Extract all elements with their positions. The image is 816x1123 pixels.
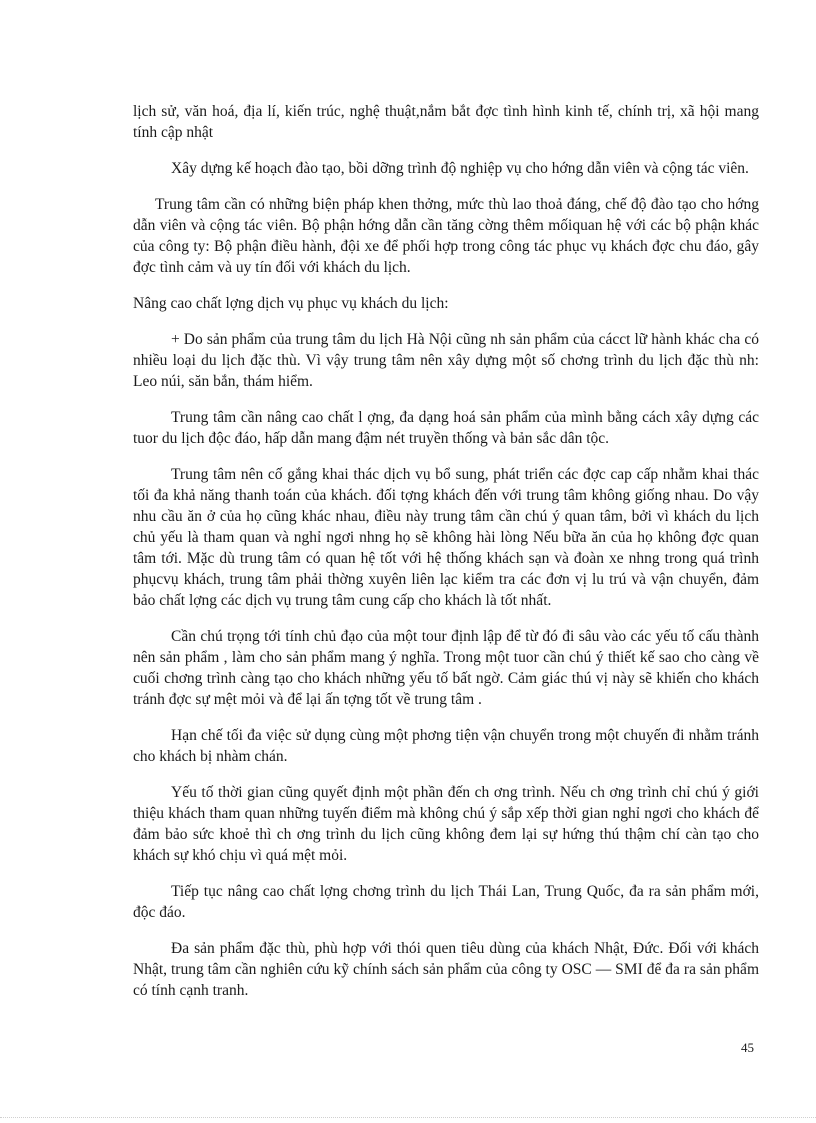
paragraph-9: Hạn chế tối đa việc sử dụng cùng một phơng tiện vận chuyển trong một chuyến đi nhằm tránh cho khách bị nhàm chán. — [133, 727, 759, 765]
section-heading: Nâng cao chất lợng dịch vụ phục vụ khách du lịch: — [133, 295, 449, 312]
paragraph-2: Xây dựng kế hoạch đào tạo, bồi dỡng trình độ nghiệp vụ cho hớng dẫn viên và cộng tác viên. — [171, 160, 749, 177]
paragraph-3: Trung tâm cần có những biện pháp khen thởng, mức thù lao thoả đáng, chế độ đào tạo cho hớng dẫn viên và cộng tác viên. Bộ phận hớng dẫn cần tăng cờng thêm mốiquan hệ với các bộ phận khác của công ty: Bộ phận điều hành, đội xe để phối hợp trong công tác phục vụ khách đợc chu đáo, gây đợc tình cảm và uy tín đối với khách du lịch. — [133, 196, 759, 276]
page-number: 45 — [741, 1040, 754, 1055]
paragraph-5: + Do sản phẩm của trung tâm du lịch Hà Nội cũng nh sản phẩm của cácct lữ hành khác cha có nhiều loại du lịch đặc thù. Vì vậy trung tâm nên xây dựng một số chơng trình du lịch đặc thù nh: Leo núi, săn bắn, thám hiểm. — [133, 331, 759, 390]
paragraph-7: Trung tâm nên cố gắng khai thác dịch vụ bổ sung, phát triển các đợc cap cấp nhằm khai thác tối đa khả năng thanh toán của khách. đối tợng khách đến với trung tâm không giống nhau. Do vậy nhu cầu ăn ở của họ cũng khác nhau, điều này trung tâm cần chú ý quan tâm, bởi vì khách du lịch chủ yếu là tham quan và nghỉ ngơi nhng họ sẽ không hài lòng Nếu bữa ăn của họ không đợc quan tâm tới. Mặc dù trung tâm có quan hệ tốt với hệ thống khách sạn và đoàn xe nhng trong quá trình phụcvụ khách, trung tâm phải thờng xuyên liên lạc kiểm tra các đơn vị lu trú và vận chuyển, đảm bảo chất lợng các dịch vụ trung tâm cung cấp cho khách là tốt nhất. — [133, 466, 759, 609]
paragraph-12: Đa sản phẩm đặc thù, phù hợp với thói quen tiêu dùng của khách Nhật, Đức. Đối với khách Nhật, trung tâm cần nghiên cứu kỹ chính sách sản phẩm của công ty OSC — SMI để đa ra sản phẩm có tính cạnh tranh. — [133, 940, 759, 999]
page-bottom-divider — [0, 1117, 816, 1118]
paragraph-8: Cần chú trọng tới tính chủ đạo của một tour định lập để từ đó đi sâu vào các yếu tố cấu thành nên sản phẩm , làm cho sản phẩm mang ý nghĩa. Trong một tuor cần chú ý thiết kế sao cho càng về cuối chơng trình càng tạo cho khách những yếu tố bất ngờ. Cảm giác thú vị này sẽ khiến cho khách tránh đợc sự mệt mỏi và để lại ấn tợng tốt về trung tâm . — [133, 628, 759, 708]
paragraph-6: Trung tâm cần nâng cao chất l ợng, đa dạng hoá sản phẩm của mình bằng cách xây dựng các tuor du lịch độc đáo, hấp dẫn mang đậm nét truyền thống và bản sắc dân tộc. — [133, 409, 759, 447]
paragraph-10: Yếu tố thời gian cũng quyết định một phần đến ch ơng trình. Nếu ch ơng trình chỉ chú ý giới thiệu khách tham quan những tuyến điểm mà không chú ý sắp xếp thời gian nghỉ ngơi cho khách để đảm bảo sức khoẻ thì ch ơng trình du lịch cũng không đem lại sự hứng thú thậm chí càn tạo cho khách sự khó chịu vì quá mệt mỏi. — [133, 784, 759, 864]
paragraph-1: lịch sử, văn hoá, địa lí, kiến trúc, nghệ thuật,nắm bắt đợc tình hình kinh tế, chính trị, xã hội mang tính cập nhật — [133, 103, 759, 141]
page-body — [133, 101, 759, 1016]
paragraph-11: Tiếp tục nâng cao chất lợng chơng trình du lịch Thái Lan, Trung Quốc, đa ra sản phẩm mới, độc đáo. — [133, 883, 759, 921]
